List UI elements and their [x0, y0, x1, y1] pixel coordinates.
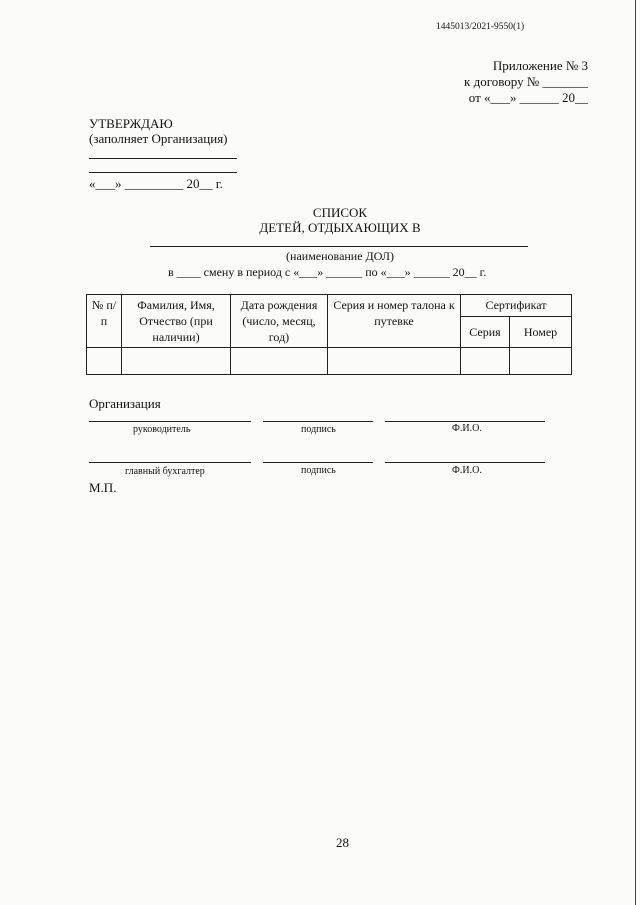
signature-line	[89, 462, 251, 463]
signature-line	[263, 421, 373, 422]
appendix-contract: к договору № _______	[464, 74, 588, 89]
list-title: СПИСОК	[312, 205, 368, 220]
dol-name-line	[150, 246, 528, 247]
approve-date: «___» _________ 20__ г.	[89, 176, 223, 191]
signature-caption: подпись	[301, 424, 336, 435]
appendix-title: Приложение № 3	[492, 58, 588, 73]
col-header-voucher: Серия и номер талона к путевке	[328, 295, 461, 348]
page-edge	[635, 0, 636, 905]
col-header-number: № п/п	[87, 295, 122, 348]
fio-caption: Ф.И.О.	[452, 423, 482, 434]
document-number: 1445013/2021-9550(1)	[436, 22, 525, 32]
approve-title: УТВЕРЖДАЮ	[89, 116, 173, 131]
col-header-cert-number: Номер	[510, 317, 572, 348]
table-cell	[231, 348, 328, 375]
approve-signature-line	[89, 158, 237, 159]
signature-line	[89, 421, 251, 422]
page-number: 28	[336, 835, 349, 850]
table-cell	[87, 348, 122, 375]
children-table	[86, 294, 572, 375]
shift-period: в ____ смену в период с «___» ______ по «___» ______ 20__ г.	[168, 265, 487, 279]
fio-caption: Ф.И.О.	[452, 465, 482, 476]
table-cell	[122, 348, 231, 375]
signature-line	[385, 462, 545, 463]
appendix-date: от «___» ______ 20__	[468, 90, 588, 105]
col-header-name: Фамилия, Имя, Отчество (при наличии)	[122, 295, 231, 348]
organization-label: Организация	[89, 396, 161, 411]
list-subtitle: ДЕТЕЙ, ОТДЫХАЮЩИХ В	[259, 220, 421, 235]
table-cell	[510, 348, 572, 375]
signature-role-accountant: главный бухгалтер	[125, 466, 205, 477]
signature-line	[385, 421, 545, 422]
table-cell	[461, 348, 510, 375]
col-header-birthdate: Дата рождения (число, месяц, год)	[231, 295, 328, 348]
table-cell	[328, 348, 461, 375]
signature-caption: подпись	[301, 465, 336, 476]
dol-caption: (наименование ДОЛ)	[286, 249, 394, 263]
col-header-certificate: Сертификат	[461, 295, 572, 317]
signature-line	[263, 462, 373, 463]
approve-note: (заполняет Организация)	[89, 131, 228, 146]
seal-mark: М.П.	[89, 480, 117, 495]
col-header-cert-series: Серия	[461, 317, 510, 348]
signature-role-head: руководитель	[133, 424, 191, 435]
table-row	[87, 348, 572, 375]
approve-name-line	[89, 172, 237, 173]
